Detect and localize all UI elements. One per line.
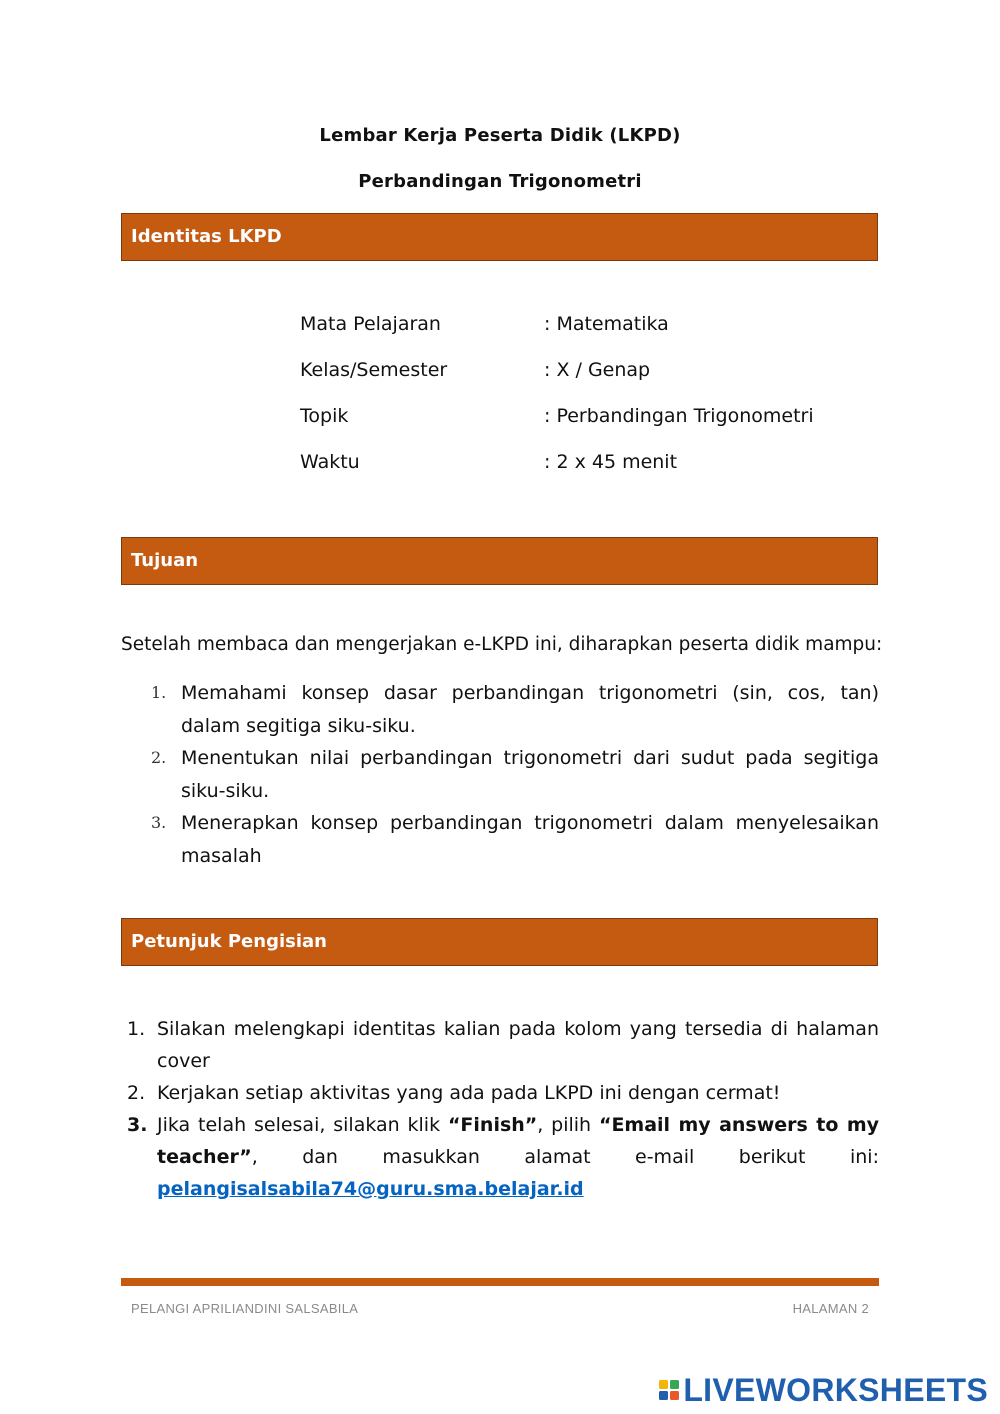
list-item-text: Silakan melengkapi identitas kalian pada kolom yang tersedia di halaman cover (157, 1018, 879, 1072)
list-item-text: Memahami konsep dasar perbandingan trigonometri (sin, cos, tan) dalam segitiga siku-siku. (181, 682, 879, 737)
petunjuk-list (121, 1013, 879, 1205)
instruction-text: Jika telah selesai, silakan klik (157, 1114, 448, 1136)
list-item-text: Menentukan nilai perbandingan trigonometri dari sudut pada segitiga siku-siku. (181, 747, 879, 802)
list-item-text: Menerapkan konsep perbandingan trigonometri dalam menyelesaikan masalah (181, 812, 879, 867)
footer-page-number: HALAMAN 2 (792, 1301, 869, 1316)
identitas-header: Identitas LKPD (121, 213, 878, 261)
instruction-text: , dan masukkan alamat e-mail berikut ini: (251, 1146, 879, 1168)
list-item-number: 1. (127, 1018, 146, 1040)
list-item (121, 807, 879, 872)
identitas-label: Topik (300, 405, 349, 427)
brand-name: LIVEWORKSHEETS (683, 1371, 988, 1408)
identitas-row (300, 403, 900, 429)
email-link[interactable]: pelangisalsabila74@guru.sma.belajar.id (157, 1178, 584, 1200)
identitas-row (300, 357, 900, 383)
identitas-row (300, 449, 900, 475)
list-item-number: 3. (151, 813, 167, 832)
list-item (121, 1109, 879, 1205)
list-item-number: 1. (151, 683, 167, 702)
footer-author: PELANGI APRILIANDINI SALSABILA (131, 1301, 359, 1316)
list-item-number: 2. (127, 1082, 146, 1104)
liveworksheets-logo-icon (659, 1380, 679, 1400)
identitas-value: : Perbandingan Trigonometri (544, 405, 814, 427)
document-subtitle: Perbandingan Trigonometri (358, 171, 642, 192)
identitas-value: : 2 x 45 menit (544, 451, 678, 473)
footer-divider (121, 1278, 879, 1286)
list-item-text: Kerjakan setiap aktivitas yang ada pada LKPD ini dengan cermat! (157, 1082, 781, 1104)
identitas-label: Waktu (300, 451, 360, 473)
tujuan-header: Tujuan (121, 537, 878, 585)
list-item-number: 2. (151, 748, 167, 767)
email-answers-label: “Email my answers to my teacher” (157, 1114, 879, 1168)
list-item (121, 1077, 879, 1109)
tujuan-intro: Setelah membaca dan mengerjakan e-LKPD ini, diharapkan peserta didik mampu: (121, 634, 883, 655)
liveworksheets-brand[interactable] (659, 1372, 988, 1408)
identitas-value: : Matematika (544, 313, 669, 335)
document-title: Lembar Kerja Peserta Didik (LKPD) (319, 125, 681, 146)
identitas-label: Mata Pelajaran (300, 313, 441, 335)
list-item (121, 742, 879, 807)
list-item (121, 1013, 879, 1077)
identitas-value: : X / Genap (544, 359, 651, 381)
finish-label: “Finish” (447, 1114, 538, 1136)
petunjuk-header: Petunjuk Pengisian (121, 918, 878, 966)
identitas-row (300, 311, 900, 337)
tujuan-list (121, 677, 879, 872)
list-item (121, 677, 879, 742)
list-item-number: 3. (127, 1114, 148, 1136)
identitas-label: Kelas/Semester (300, 359, 448, 381)
instruction-text: , pilih (537, 1114, 599, 1136)
